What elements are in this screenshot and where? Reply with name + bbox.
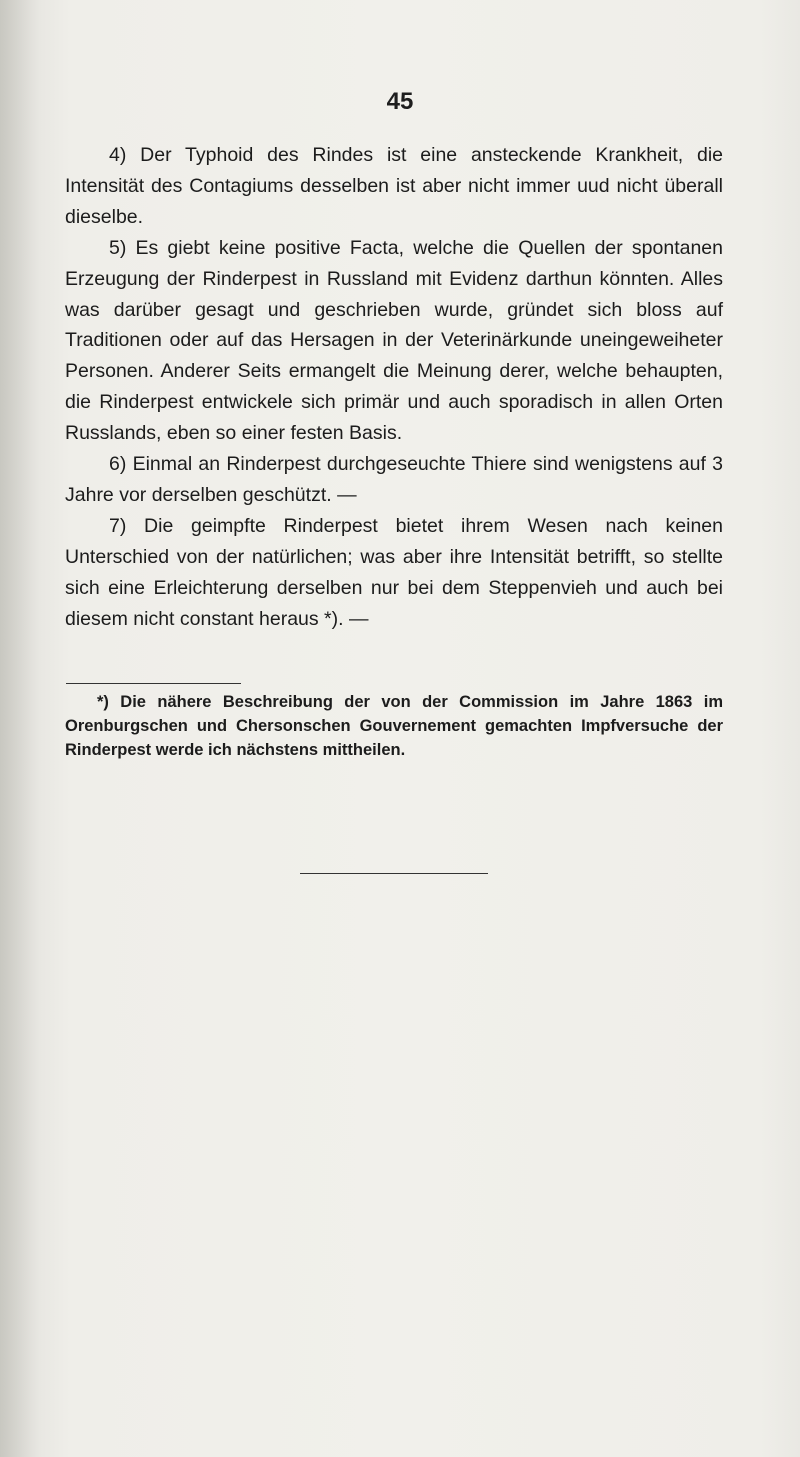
main-text — [65, 140, 723, 635]
paragraph-4: 4) Der Typhoid des Rindes ist eine ansteckende Krankheit, die Intensität des Contagiums desselben ist aber nicht immer uud nicht überall dieselbe. — [65, 144, 723, 228]
footnote-separator — [66, 683, 241, 684]
binding-shadow — [0, 0, 40, 1457]
footnote — [65, 690, 723, 762]
footnote-text: *) Die nähere Beschreibung der von der Commission im Jahre 1863 im Orenburgschen und Chersonschen Gouvernement gemachten Impfversuche der Rinderpest werde ich nächstens mittheilen. — [65, 693, 723, 759]
page-number: 45 — [386, 88, 414, 115]
paragraph-5: 5) Es giebt keine positive Facta, welche die Quellen der spontanen Erzeugung der Rinderpest in Russland mit Evidenz darthun könnten. Alles was darüber gesagt und geschrieben wurde, gründet sich bloss auf Traditionen oder auf das Hersagen in der Veterinärkunde uneingeweiheter Personen. Anderer Seits ermangelt die Meinung derer, welche behaupten, die Rinderpest entwickele sich primär und auch sporadisch in allen Orten Russlands, eben so einer festen Basis. — [65, 236, 723, 445]
end-rule — [300, 873, 488, 874]
paragraph-7: 7) Die geimpfte Rinderpest bietet ihrem Wesen nach keinen Unterschied von der natürlichen; was aber ihre Intensität betrifft, so stellte sich eine Erleichterung derselben nur bei dem Steppenvieh und auch bei diesem nicht constant heraus *). — — [65, 514, 723, 630]
paragraph-6: 6) Einmal an Rinderpest durchgeseuchte Thiere sind wenigstens auf 3 Jahre vor derselben geschützt. — — [65, 453, 723, 506]
